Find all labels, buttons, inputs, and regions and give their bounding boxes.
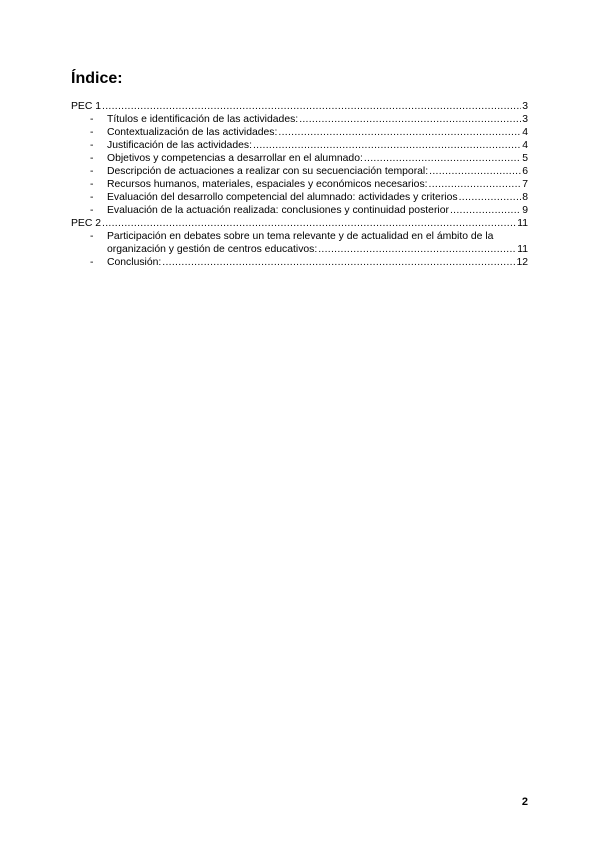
- toc-entry-label: Recursos humanos, materiales, espaciales y económicos necesarios:: [107, 179, 428, 190]
- dot-leader: [102, 217, 516, 230]
- toc-entry-body: [107, 152, 528, 165]
- toc-bullet: -: [90, 205, 94, 216]
- dot-leader: [102, 100, 521, 113]
- toc-entry-body: [107, 178, 528, 191]
- table-of-contents: [71, 100, 528, 269]
- toc-entry-page: 6: [522, 166, 528, 177]
- dot-leader: [318, 243, 516, 256]
- dot-leader: [253, 139, 521, 152]
- toc-entry-pec1[interactable]: [71, 100, 528, 113]
- toc-entry-evaluacion-desarrollo[interactable]: [71, 191, 528, 204]
- toc-entry-titulos[interactable]: [71, 113, 528, 126]
- dot-leader: [278, 126, 521, 139]
- toc-entry-evaluacion-actuacion[interactable]: [71, 204, 528, 217]
- toc-entry-conclusion[interactable]: [71, 256, 528, 269]
- toc-entry-page: 7: [522, 179, 528, 190]
- toc-entry-page: 4: [522, 127, 528, 138]
- dot-leader: [429, 165, 521, 178]
- toc-entry-descripcion[interactable]: [71, 165, 528, 178]
- toc-entry-label-line2: organización y gestión de centros educativos:: [107, 244, 318, 255]
- toc-bullet: -: [90, 153, 94, 164]
- toc-bullet: -: [90, 192, 94, 203]
- toc-entry-body: [107, 204, 528, 217]
- toc-entry-label: Títulos e identificación de las actividades:: [107, 114, 299, 125]
- toc-bullet: -: [90, 166, 94, 177]
- page-title: Índice:: [71, 70, 123, 87]
- toc-entry-page: 9: [522, 205, 528, 216]
- toc-entry-label: Evaluación del desarrollo competencial del alumnado: actividades y criterios: [107, 192, 458, 203]
- toc-entry-body: [107, 230, 528, 256]
- toc-entry-body: [107, 126, 528, 139]
- toc-bullet: -: [90, 127, 94, 138]
- toc-entry-recursos[interactable]: [71, 178, 528, 191]
- toc-entry-body: [107, 191, 528, 204]
- toc-entry-page: 3: [522, 101, 528, 112]
- dot-leader: [459, 191, 522, 204]
- toc-entry-justificacion[interactable]: [71, 139, 528, 152]
- toc-entry-page: 5: [522, 153, 528, 164]
- toc-entry-page: 11: [517, 218, 528, 229]
- toc-entry-label: Contextualización de las actividades:: [107, 127, 278, 138]
- toc-entry-page: 4: [522, 140, 528, 151]
- toc-bullet: -: [90, 231, 94, 242]
- toc-entry-page: 12: [516, 257, 528, 268]
- toc-entry-body: [71, 100, 528, 113]
- toc-entry-participacion[interactable]: [71, 230, 528, 256]
- toc-bullet: -: [90, 114, 94, 125]
- toc-entry-page: 3: [522, 114, 528, 125]
- toc-entry-label: PEC 1: [71, 101, 102, 112]
- toc-entry-body: [107, 139, 528, 152]
- toc-entry-label: PEC 2: [71, 218, 102, 229]
- toc-entry-label: Conclusión:: [107, 257, 162, 268]
- toc-entry-label: Objetivos y competencias a desarrollar en el alumnado:: [107, 153, 363, 164]
- toc-bullet: -: [90, 140, 94, 151]
- dot-leader: [162, 256, 515, 269]
- toc-entry-body: [107, 165, 528, 178]
- toc-entry-label: Justificación de las actividades:: [107, 140, 252, 151]
- toc-entry-objetivos[interactable]: [71, 152, 528, 165]
- toc-bullet: -: [90, 179, 94, 190]
- toc-entry-body: [107, 113, 528, 126]
- dot-leader: [299, 113, 521, 126]
- toc-entry-body: [107, 256, 528, 269]
- toc-entry-line2: [107, 243, 528, 256]
- dot-leader: [429, 178, 522, 191]
- toc-bullet: -: [90, 257, 94, 268]
- dot-leader: [364, 152, 521, 165]
- toc-entry-pec2[interactable]: [71, 217, 528, 230]
- dot-leader: [450, 204, 521, 217]
- toc-entry-body: [71, 217, 528, 230]
- toc-entry-label: Evaluación de la actuación realizada: conclusiones y continuidad posterior: [107, 205, 449, 216]
- page-number: 2: [521, 796, 528, 808]
- toc-entry-page: 8: [522, 192, 528, 203]
- toc-entry-contextualizacion[interactable]: [71, 126, 528, 139]
- toc-entry-label: Descripción de actuaciones a realizar con su secuenciación temporal:: [107, 166, 429, 177]
- toc-entry-page: 11: [517, 244, 528, 255]
- toc-entry-label-line1: Participación en debates sobre un tema relevante y de actualidad en el ámbito de la: [107, 231, 494, 242]
